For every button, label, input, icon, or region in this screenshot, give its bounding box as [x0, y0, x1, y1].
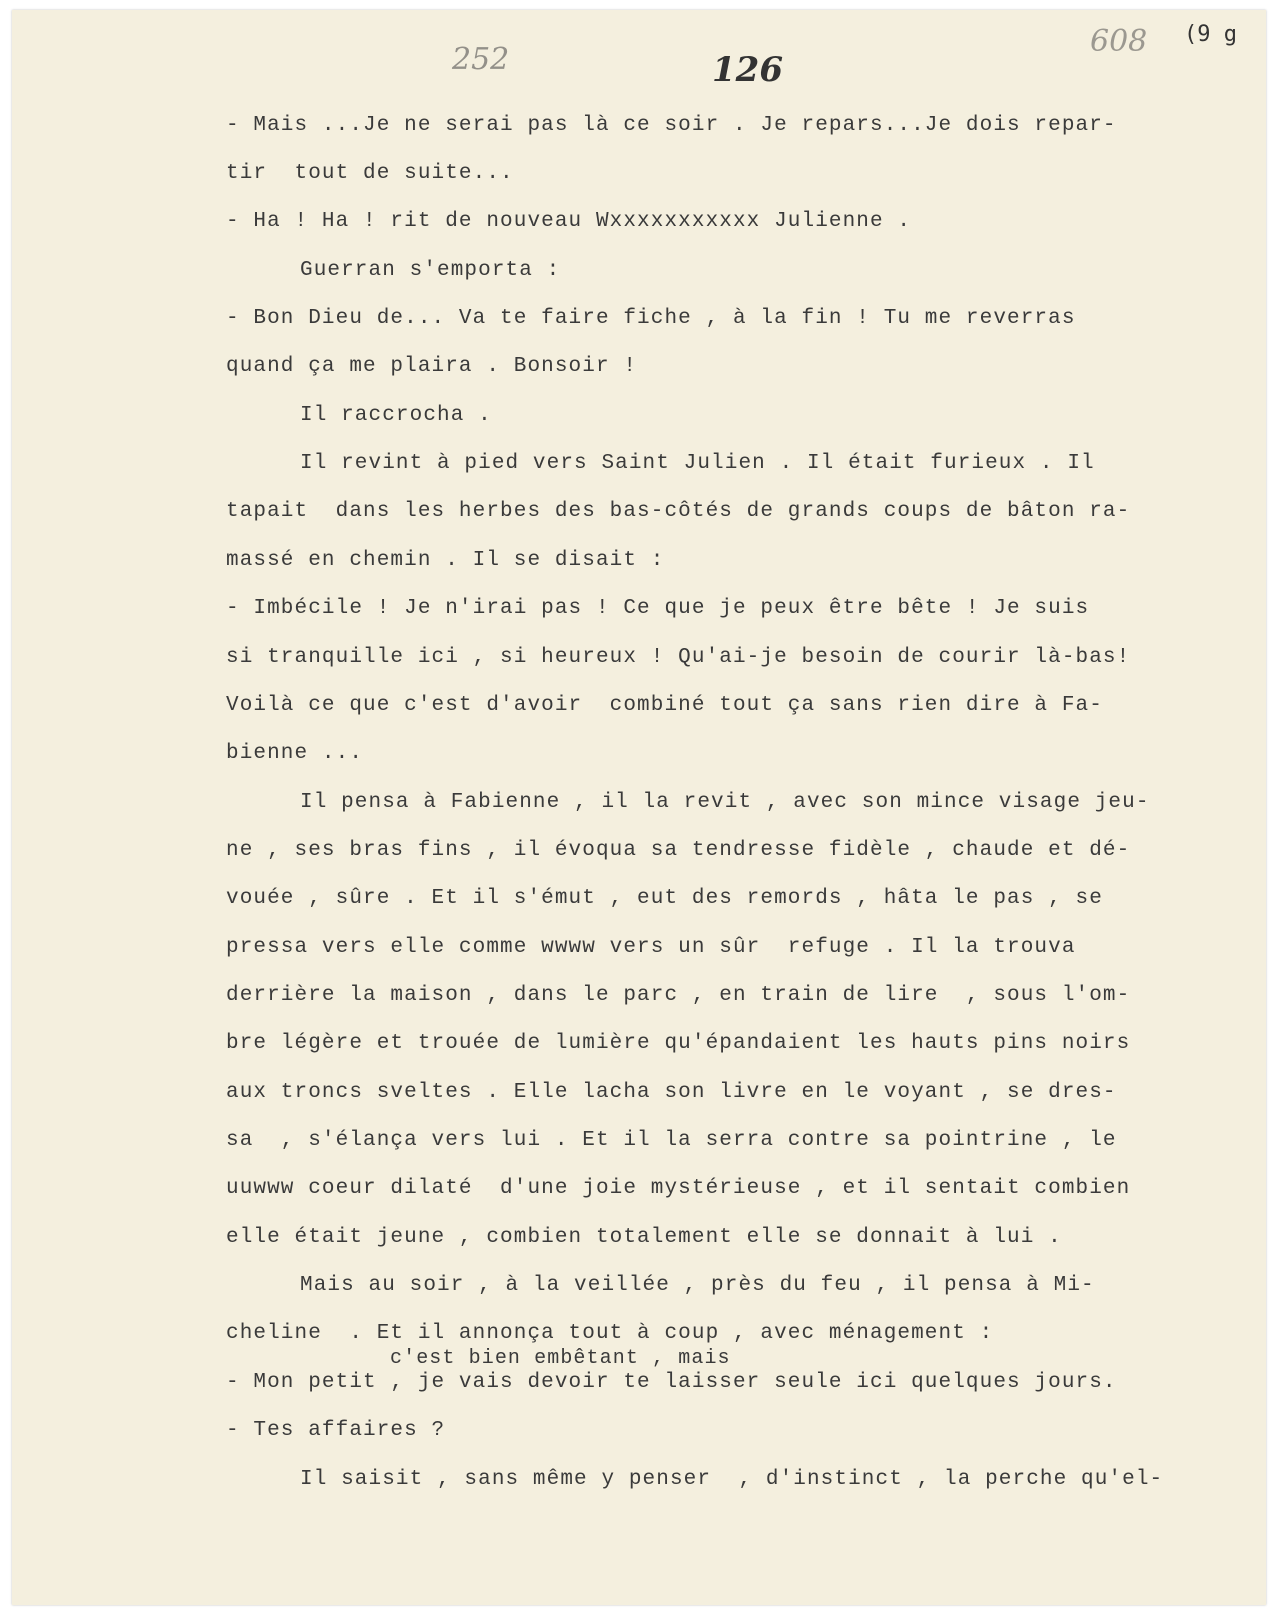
text-line: elle était jeune , combien totalement elle se donnait à lui .	[226, 1226, 1062, 1249]
handwritten-page-number: 126	[712, 50, 783, 90]
text-line: Guerran s'emporta :	[300, 259, 561, 282]
text-line: - Tes affaires ?	[226, 1419, 446, 1442]
text-line: Il saisit , sans même y penser , d'instinct , la perche qu'el-	[300, 1468, 1164, 1491]
text-line: - Bon Dieu de... Va te faire fiche , à la fin ! Tu me reverras	[226, 307, 1076, 330]
text-line: Mais au soir , à la veillée , près du feu , il pensa à Mi-	[300, 1274, 1095, 1297]
text-line: Voilà ce que c'est d'avoir combiné tout ça sans rien dire à Fa-	[226, 694, 1103, 717]
text-line: tir tout de suite...	[226, 162, 514, 185]
corner-page-number: 608	[1090, 24, 1148, 59]
text-line: bre légère et trouée de lumière qu'épandaient les hauts pins noirs	[226, 1032, 1131, 1055]
text-line: uuwww coeur dilaté d'une joie mystérieuse , et il sentait combien	[226, 1177, 1131, 1200]
text-line: vouée , sûre . Et il s'émut , eut des remords , hâta le pas , se	[226, 887, 1103, 910]
body-text	[12, 10, 1266, 1605]
sheet-reference: (9 g	[1184, 22, 1237, 47]
text-line: - Mais ...Je ne serai pas là ce soir . Je repars...Je dois repar-	[226, 114, 1117, 137]
text-line: pressa vers elle comme wwww vers un sûr refuge . Il la trouva	[226, 936, 1076, 959]
interlinear-insertion: c'est bien embêtant , mais	[390, 1347, 731, 1370]
text-line: massé en chemin . Il se disait :	[226, 549, 665, 572]
text-line: cheline . Et il annonça tout à coup , avec ménagement :	[226, 1322, 994, 1345]
text-line: Il pensa à Fabienne , il la revit , avec son mince visage jeu-	[300, 791, 1150, 814]
text-line: si tranquille ici , si heureux ! Qu'ai-je besoin de courir là-bas!	[226, 646, 1131, 669]
text-line: Il raccrocha .	[300, 404, 492, 427]
text-line: bienne ...	[226, 742, 364, 765]
text-line: - Mon petit , je vais devoir te laisser seule ici quelques jours.	[226, 1371, 1117, 1394]
text-line: Il revint à pied vers Saint Julien . Il était furieux . Il	[300, 452, 1095, 475]
text-line: derrière la maison , dans le parc , en train de lire , sous l'om-	[226, 984, 1131, 1007]
typewritten-page	[12, 10, 1266, 1605]
text-line: aux troncs sveltes . Elle lacha son livre en le voyant , se dres-	[226, 1081, 1117, 1104]
text-line: sa , s'élança vers lui . Et il la serra contre sa pointrine , le	[226, 1129, 1117, 1152]
crossed-page-number: 252	[452, 42, 510, 77]
text-line: - Ha ! Ha ! rit de nouveau Wxxxxxxxxxxx Julienne .	[226, 210, 912, 233]
text-line: - Imbécile ! Je n'irai pas ! Ce que je peux être bête ! Je suis	[226, 597, 1090, 620]
text-line: tapait dans les herbes des bas-côtés de grands coups de bâton ra-	[226, 500, 1131, 523]
text-line: ne , ses bras fins , il évoqua sa tendresse fidèle , chaude et dé-	[226, 839, 1131, 862]
text-line: quand ça me plaira . Bonsoir !	[226, 355, 638, 378]
